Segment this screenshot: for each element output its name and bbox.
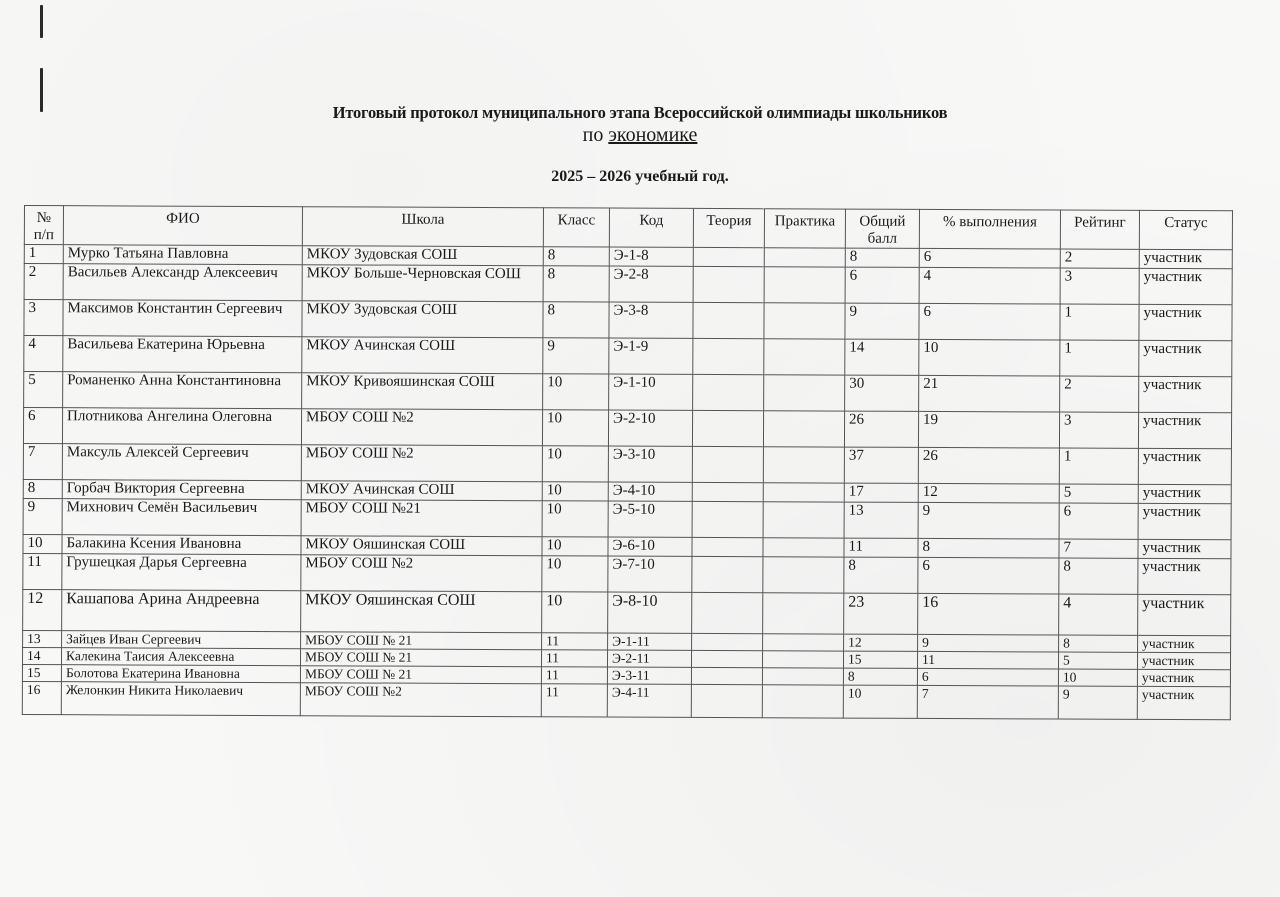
cell-status: участник [1138, 412, 1231, 448]
cell-percent: 12 [918, 483, 1059, 503]
cell-percent: 6 [917, 668, 1058, 686]
cell-code: Э-3-10 [608, 446, 692, 482]
cell-num: 5 [24, 372, 63, 408]
cell-code: Э-6-10 [608, 537, 692, 556]
cell-theory [692, 537, 763, 556]
cell-rating: 1 [1060, 340, 1139, 376]
cell-fio: Васильев Александр Алексеевич [63, 264, 302, 301]
cell-status: участник [1137, 652, 1230, 669]
cell-practice [763, 502, 844, 538]
cell-class: 10 [542, 482, 608, 501]
cell-rating: 8 [1059, 558, 1138, 594]
cell-status: участник [1139, 304, 1232, 340]
cell-fio: Горбач Виктория Сергеевна [62, 480, 301, 500]
cell-total: 12 [844, 634, 918, 651]
cell-status: участник [1137, 686, 1230, 719]
cell-class: 8 [543, 266, 609, 302]
cell-theory [692, 633, 763, 650]
cell-practice [763, 593, 844, 634]
cell-total: 23 [844, 593, 918, 634]
cell-theory [692, 592, 763, 633]
header-class: Класс [543, 208, 609, 247]
table-row [23, 443, 1231, 484]
cell-theory [691, 667, 762, 684]
cell-percent: 19 [918, 411, 1059, 448]
cell-num: 8 [23, 479, 62, 498]
cell-rating: 2 [1060, 376, 1139, 412]
cell-rating: 8 [1059, 635, 1138, 652]
cell-status: участник [1139, 340, 1232, 376]
cell-num: 2 [24, 264, 63, 300]
results-table [22, 205, 1233, 720]
cell-code: Э-2-8 [609, 266, 693, 302]
cell-total: 11 [844, 538, 918, 557]
cell-total: 6 [845, 267, 919, 303]
table-row [22, 681, 1230, 719]
cell-code: Э-4-10 [608, 482, 692, 501]
cell-theory [691, 684, 762, 717]
cell-percent: 26 [918, 447, 1059, 484]
cell-status: участник [1139, 376, 1232, 412]
cell-rating: 1 [1060, 304, 1139, 340]
cell-practice [763, 447, 844, 483]
academic-year: 2025 – 2026 учебный год. [551, 168, 729, 185]
header-percent: % выполнения [919, 209, 1060, 249]
cell-rating: 2 [1060, 249, 1139, 268]
cell-class: 11 [541, 667, 607, 684]
header-theory: Теория [693, 208, 764, 247]
cell-practice [764, 303, 845, 339]
cell-code: Э-8-10 [608, 592, 692, 633]
cell-fio: Мурко Татьяна Павловна [63, 245, 302, 265]
cell-code: Э-1-9 [609, 338, 693, 374]
cell-status: участник [1138, 558, 1231, 594]
cell-code: Э-7-10 [608, 556, 692, 592]
document-title: Итоговый протокол муниципального этапа Всероссийской олимпиады школьников [332, 103, 948, 122]
cell-theory [693, 247, 764, 266]
cell-practice [764, 267, 845, 303]
cell-percent: 7 [917, 685, 1058, 719]
cell-fio: Максуль Алексей Сергеевич [62, 444, 301, 481]
cell-school: МБОУ СОШ №2 [301, 555, 542, 592]
cell-total: 13 [844, 502, 918, 538]
cell-class: 11 [542, 633, 608, 650]
cell-fio: Плотникова Ангелина Олеговна [62, 408, 301, 445]
cell-total: 10 [843, 685, 917, 718]
cell-school: МКОУ Больше-Черновская СОШ [302, 265, 543, 302]
header-fio: ФИО [63, 206, 302, 246]
table-row [24, 264, 1232, 305]
cell-code: Э-2-10 [608, 410, 692, 446]
cell-practice [764, 339, 845, 375]
cell-fio: Желонкин Никита Николаевич [61, 682, 300, 716]
cell-fio: Максимов Константин Сергеевич [63, 300, 302, 337]
cell-class: 10 [542, 537, 608, 556]
cell-theory [692, 556, 763, 592]
cell-theory [693, 374, 764, 410]
cell-class: 10 [542, 410, 608, 446]
cell-rating: 7 [1059, 539, 1138, 558]
cell-rating: 10 [1058, 669, 1137, 686]
cell-percent: 6 [918, 557, 1059, 594]
header-rating: Рейтинг [1060, 210, 1139, 249]
header-total: Общий балл [845, 209, 919, 248]
cell-status: участник [1139, 249, 1232, 268]
cell-class: 10 [542, 446, 608, 482]
cell-rating: 5 [1058, 652, 1137, 669]
subtitle-prefix: по [582, 124, 604, 146]
cell-theory [693, 338, 764, 374]
table-row [23, 498, 1231, 539]
cell-num: 7 [23, 443, 62, 479]
cell-num: 12 [23, 589, 62, 630]
cell-fio: Зайцев Иван Сергеевич [62, 631, 301, 649]
cell-practice [763, 634, 844, 651]
cell-total: 8 [844, 557, 918, 593]
cell-percent: 6 [919, 303, 1060, 340]
cell-school: МКОУ Ачинская СОШ [301, 481, 542, 501]
cell-fio: Балакина Ксения Ивановна [62, 535, 301, 555]
cell-num: 9 [23, 498, 62, 534]
cell-code: Э-3-8 [609, 302, 693, 338]
cell-school: МКОУ Ачинская СОШ [302, 337, 543, 374]
cell-num: 6 [23, 408, 62, 444]
cell-total: 30 [845, 375, 919, 411]
cell-status: участник [1138, 503, 1231, 539]
cell-percent: 16 [918, 593, 1059, 635]
cell-num: 3 [24, 300, 63, 336]
table-row [24, 336, 1232, 377]
cell-practice [763, 557, 844, 593]
cell-school: МБОУ СОШ № 21 [300, 649, 541, 667]
cell-num: 16 [22, 681, 61, 714]
cell-fio: Болотова Екатерина Ивановна [61, 665, 300, 683]
cell-total: 9 [845, 303, 919, 339]
cell-school: МБОУ СОШ №21 [301, 500, 542, 537]
cell-code: Э-5-10 [608, 501, 692, 537]
cell-school: МКОУ Ояшинская СОШ [301, 591, 542, 633]
document-subtitle [0, 124, 1280, 147]
cell-percent: 11 [917, 651, 1058, 669]
cell-class: 10 [543, 374, 609, 410]
table-row [24, 300, 1232, 341]
cell-class: 8 [543, 247, 609, 266]
cell-school: МКОУ Зудовская СОШ [302, 301, 543, 338]
header-status: Статус [1139, 210, 1232, 249]
cell-class: 8 [543, 302, 609, 338]
cell-rating: 6 [1059, 503, 1138, 539]
cell-rating: 4 [1059, 594, 1138, 635]
cell-practice [762, 668, 843, 685]
cell-total: 17 [844, 483, 918, 502]
cell-status: участник [1138, 539, 1231, 558]
cell-theory [693, 266, 764, 302]
cell-practice [764, 248, 845, 267]
cell-code: Э-4-11 [607, 684, 691, 717]
cell-practice [763, 411, 844, 447]
header-code: Код [609, 208, 693, 247]
table-header-row [24, 206, 1232, 250]
cell-num: 10 [23, 534, 62, 553]
cell-total: 8 [845, 248, 919, 267]
cell-rating: 3 [1060, 268, 1139, 304]
cell-theory [692, 482, 763, 501]
subject-name: экономике [608, 124, 698, 146]
cell-rating: 9 [1058, 686, 1137, 719]
cell-rating: 5 [1059, 484, 1138, 503]
cell-theory [691, 650, 762, 667]
cell-practice [763, 483, 844, 502]
cell-total: 37 [844, 447, 918, 483]
header-school: Школа [302, 207, 543, 247]
cell-school: МБОУ СОШ №2 [301, 409, 542, 446]
cell-num: 11 [23, 553, 62, 589]
cell-total: 8 [843, 668, 917, 685]
cell-class: 10 [542, 501, 608, 537]
cell-school: МБОУ СОШ №2 [300, 683, 541, 717]
cell-rating: 1 [1059, 448, 1138, 484]
cell-percent: 8 [918, 538, 1059, 558]
cell-percent: 21 [919, 375, 1060, 412]
cell-code: Э-1-8 [609, 247, 693, 266]
cell-percent: 4 [919, 267, 1060, 304]
cell-fio: Романенко Анна Константиновна [63, 372, 302, 409]
cell-total: 26 [844, 411, 918, 447]
cell-practice [764, 375, 845, 411]
cell-theory [692, 410, 763, 446]
cell-class: 11 [541, 684, 607, 717]
cell-num: 15 [22, 664, 61, 681]
header-num: № п/п [24, 206, 63, 245]
binder-mark [40, 5, 43, 38]
cell-code: Э-3-11 [607, 667, 691, 684]
cell-fio: Михнович Семён Васильевич [62, 499, 301, 536]
cell-percent: 9 [918, 502, 1059, 539]
cell-class: 10 [542, 556, 608, 592]
cell-status: участник [1139, 268, 1232, 304]
cell-school: МБОУ СОШ № 21 [300, 666, 541, 684]
cell-total: 14 [845, 339, 919, 375]
table-row [24, 372, 1232, 413]
cell-practice [762, 685, 843, 718]
cell-rating: 3 [1059, 412, 1138, 448]
cell-theory [693, 302, 764, 338]
cell-practice [763, 538, 844, 557]
cell-practice [762, 651, 843, 668]
cell-num: 14 [22, 647, 61, 664]
cell-status: участник [1137, 669, 1230, 686]
cell-num: 4 [24, 336, 63, 372]
cell-code: Э-1-10 [609, 374, 693, 410]
table-row [23, 589, 1231, 635]
cell-school: МКОУ Ояшинская СОШ [301, 536, 542, 556]
cell-class: 9 [543, 338, 609, 374]
cell-fio: Грушецкая Дарья Сергеевна [62, 554, 301, 591]
cell-code: Э-1-11 [608, 633, 692, 650]
header-practice: Практика [764, 209, 845, 248]
cell-status: участник [1138, 484, 1231, 503]
cell-status: участник [1138, 635, 1231, 652]
cell-theory [692, 501, 763, 537]
cell-school: МКОУ Зудовская СОШ [302, 246, 543, 266]
cell-school: МБОУ СОШ № 21 [301, 632, 542, 650]
cell-fio: Калекина Таисия Алексеевна [61, 648, 300, 666]
cell-percent: 9 [918, 634, 1059, 652]
cell-theory [692, 446, 763, 482]
cell-num: 1 [24, 245, 63, 264]
cell-status: участник [1138, 448, 1231, 484]
cell-class: 10 [542, 592, 608, 633]
table-row [23, 553, 1231, 594]
cell-fio: Кашапова Арина Андреевна [62, 590, 301, 632]
cell-status: участник [1138, 594, 1231, 635]
cell-class: 11 [541, 650, 607, 667]
cell-school: МКОУ Кривояшинская СОШ [302, 373, 543, 410]
cell-code: Э-2-11 [607, 650, 691, 667]
cell-fio: Васильева Екатерина Юрьевна [63, 336, 302, 373]
cell-num: 13 [23, 630, 62, 647]
cell-school: МБОУ СОШ №2 [301, 445, 542, 482]
cell-percent: 6 [919, 248, 1060, 268]
table-row [23, 408, 1231, 449]
cell-total: 15 [843, 651, 917, 668]
cell-percent: 10 [919, 339, 1060, 376]
